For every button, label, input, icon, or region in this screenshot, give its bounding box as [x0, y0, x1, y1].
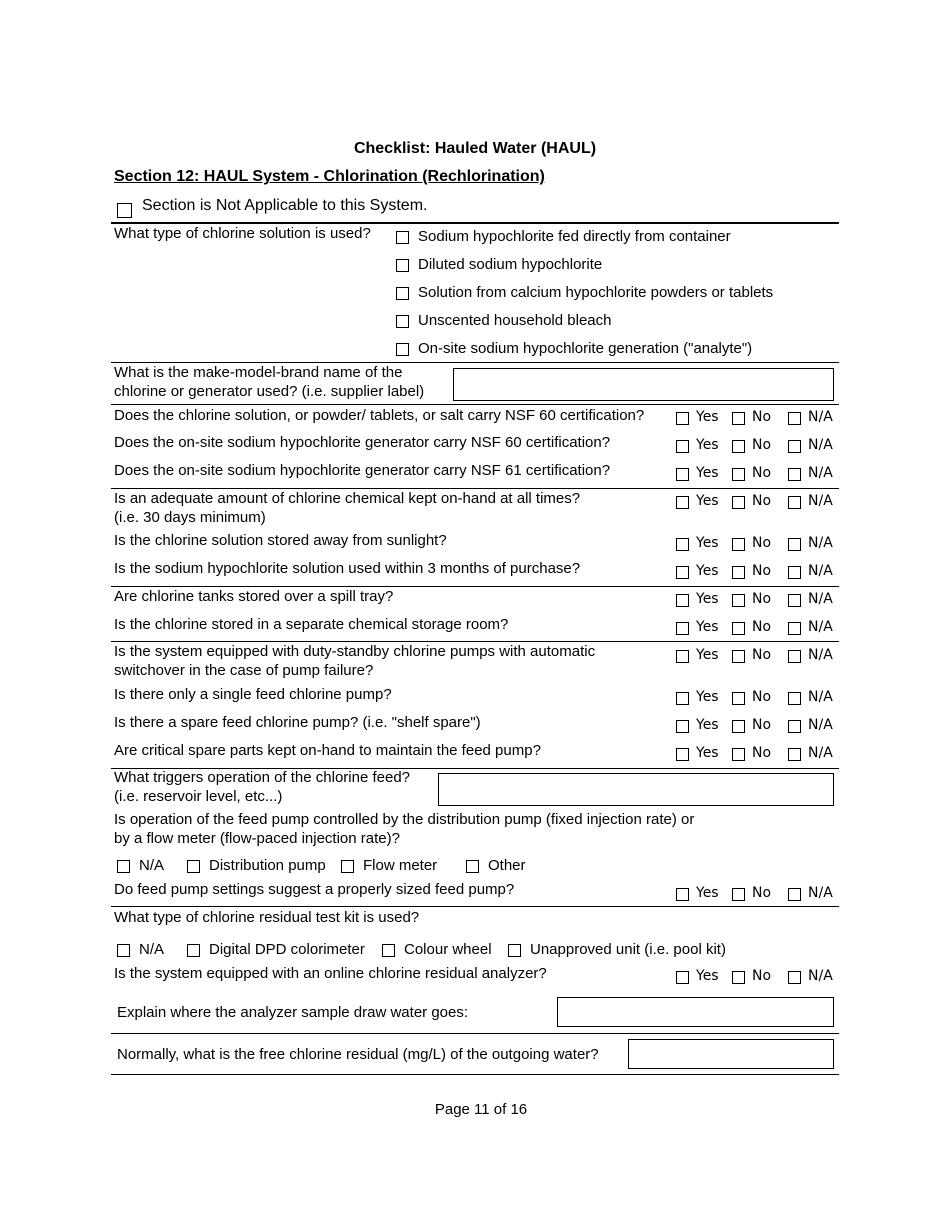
no-checkbox[interactable]: [732, 971, 745, 984]
yes-no-na-group: [674, 535, 844, 553]
checkbox[interactable]: [117, 944, 130, 957]
yes-checkbox[interactable]: [676, 720, 689, 733]
yes-checkbox[interactable]: [676, 650, 689, 663]
no-checkbox[interactable]: [732, 748, 745, 761]
section-heading: Section 12: HAUL System - Chlorination (Rechlorination): [114, 168, 545, 185]
not-applicable-label: Section is Not Applicable to this System.: [142, 197, 428, 214]
checkbox[interactable]: [117, 860, 130, 873]
no-checkbox[interactable]: [732, 650, 745, 663]
feed-control-question: [114, 810, 694, 848]
option-label: Unapproved unit (i.e. pool kit): [530, 941, 726, 958]
question-text: Is the system equipped with an online chlorine residual analyzer?: [114, 965, 547, 982]
yes-checkbox[interactable]: [676, 692, 689, 705]
option-label: Solution from calcium hypochlorite powders or tablets: [418, 284, 774, 301]
option-label: Digital DPD colorimeter: [209, 941, 365, 958]
no-checkbox[interactable]: [732, 566, 745, 579]
no-label: No: [752, 535, 772, 551]
yes-checkbox[interactable]: [676, 566, 689, 579]
yes-checkbox[interactable]: [676, 538, 689, 551]
triggers-line1: What triggers operation of the chlorine feed?: [114, 769, 411, 786]
yes-no-na-group: [674, 968, 844, 986]
yes-no-na-group: [674, 689, 844, 707]
question-text: [114, 642, 595, 680]
no-checkbox[interactable]: [732, 594, 745, 607]
option-label: Distribution pump: [209, 857, 326, 874]
option-label: On-site sodium hypochlorite generation ("analyte"): [418, 340, 753, 357]
question-text: Is the chlorine solution stored away from sunlight?: [114, 532, 447, 549]
na-checkbox[interactable]: [788, 468, 801, 481]
make-model-question: [114, 363, 424, 401]
na-checkbox[interactable]: [788, 720, 801, 733]
yes-label: Yes: [696, 437, 719, 453]
yes-no-na-group: [674, 591, 844, 609]
yes-no-na-group: [674, 647, 844, 665]
yes-no-na-group: [674, 563, 844, 581]
na-checkbox[interactable]: [788, 538, 801, 551]
yes-label: Yes: [696, 563, 719, 579]
question-text: Does the chlorine solution, or powder/ tablets, or salt carry NSF 60 certification?: [114, 407, 645, 424]
checkbox[interactable]: [396, 259, 409, 272]
yes-checkbox[interactable]: [676, 888, 689, 901]
yes-checkbox[interactable]: [676, 971, 689, 984]
checkbox[interactable]: [382, 944, 395, 957]
option-label: Other: [488, 857, 526, 874]
no-label: No: [752, 619, 772, 635]
option-label: N/A: [139, 941, 165, 958]
no-label: No: [752, 689, 772, 705]
checkbox[interactable]: [396, 231, 409, 244]
checkbox[interactable]: [341, 860, 354, 873]
na-label: N/A: [808, 619, 833, 635]
na-checkbox[interactable]: [788, 440, 801, 453]
yes-label: Yes: [696, 409, 719, 425]
yes-no-na-group: [674, 465, 844, 483]
yes-label: Yes: [696, 493, 719, 509]
divider: [111, 1033, 839, 1034]
na-label: N/A: [808, 437, 833, 453]
no-checkbox[interactable]: [732, 468, 745, 481]
yes-label: Yes: [696, 535, 719, 551]
option-label: Colour wheel: [404, 941, 492, 958]
question-text: Is the chlorine stored in a separate chemical storage room?: [114, 616, 509, 633]
no-label: No: [752, 563, 772, 579]
na-label: N/A: [808, 717, 833, 733]
yes-no-na-group: [674, 717, 844, 735]
yes-label: Yes: [696, 619, 719, 635]
checkbox[interactable]: [187, 860, 200, 873]
yes-label: Yes: [696, 885, 719, 901]
no-label: No: [752, 717, 772, 733]
yes-label: Yes: [696, 465, 719, 481]
no-checkbox[interactable]: [732, 538, 745, 551]
checkbox[interactable]: [508, 944, 521, 957]
yes-label: Yes: [696, 968, 719, 984]
na-checkbox[interactable]: [788, 496, 801, 509]
checkbox[interactable]: [396, 315, 409, 328]
question-text: Is the sodium hypochlorite solution used within 3 months of purchase?: [114, 560, 581, 577]
yes-label: Yes: [696, 591, 719, 607]
yes-label: Yes: [696, 689, 719, 705]
question-text: Does the on-site sodium hypochlorite generator carry NSF 61 certification?: [114, 462, 611, 479]
na-label: N/A: [808, 885, 833, 901]
yes-no-na-group: [674, 437, 844, 455]
na-label: N/A: [808, 535, 833, 551]
make-model-line2: chlorine or generator used? (i.e. supplier label): [114, 383, 425, 400]
yes-label: Yes: [696, 717, 719, 733]
question-text: Do feed pump settings suggest a properly sized feed pump?: [114, 881, 515, 898]
checkbox[interactable]: [187, 944, 200, 957]
na-checkbox[interactable]: [788, 748, 801, 761]
no-checkbox[interactable]: [732, 412, 745, 425]
yes-no-na-group: [674, 885, 844, 903]
no-label: No: [752, 437, 772, 453]
na-label: N/A: [808, 465, 833, 481]
not-applicable-checkbox[interactable]: [117, 203, 132, 218]
na-label: N/A: [808, 745, 833, 761]
checkbox[interactable]: [396, 287, 409, 300]
na-checkbox[interactable]: [788, 888, 801, 901]
question-text: Are critical spare parts kept on-hand to maintain the feed pump?: [114, 742, 541, 759]
yes-checkbox[interactable]: [676, 594, 689, 607]
yes-label: Yes: [696, 647, 719, 663]
question-text: Are chlorine tanks stored over a spill tray?: [114, 588, 394, 605]
sample-draw-label: Explain where the analyzer sample draw water goes:: [117, 1004, 469, 1021]
no-checkbox[interactable]: [732, 692, 745, 705]
na-checkbox[interactable]: [788, 971, 801, 984]
free-residual-input[interactable]: [628, 1039, 834, 1069]
na-checkbox[interactable]: [788, 566, 801, 579]
yes-checkbox[interactable]: [676, 748, 689, 761]
option-label: Diluted sodium hypochlorite: [418, 256, 603, 273]
page-title: Checklist: Hauled Water (HAUL): [353, 140, 597, 157]
divider: [111, 906, 839, 907]
na-checkbox[interactable]: [788, 650, 801, 663]
yes-label: Yes: [696, 745, 719, 761]
na-checkbox[interactable]: [788, 412, 801, 425]
no-label: No: [752, 745, 772, 761]
option-label: Unscented household bleach: [418, 312, 612, 329]
yes-checkbox[interactable]: [676, 440, 689, 453]
triggers-line2: (i.e. reservoir level, etc...): [114, 788, 283, 805]
sample-draw-input[interactable]: [557, 997, 834, 1027]
yes-no-na-group: [674, 619, 844, 637]
make-model-line1: What is the make-model-brand name of the: [114, 364, 403, 381]
checkbox[interactable]: [466, 860, 479, 873]
question-text: Does the on-site sodium hypochlorite generator carry NSF 60 certification?: [114, 434, 611, 451]
no-label: No: [752, 465, 772, 481]
feed-control-line2: by a flow meter (flow-paced injection rate)?: [114, 830, 400, 847]
yes-checkbox[interactable]: [676, 496, 689, 509]
make-model-input[interactable]: [453, 368, 834, 401]
yes-no-na-group: [674, 493, 844, 511]
no-label: No: [752, 647, 772, 663]
na-checkbox[interactable]: [788, 692, 801, 705]
question-line1: Is an adequate amount of chlorine chemical kept on-hand at all times?: [114, 490, 581, 507]
na-label: N/A: [808, 591, 833, 607]
page-number: Page 11 of 16: [434, 1101, 528, 1118]
na-label: N/A: [808, 689, 833, 705]
triggers-question: [114, 768, 410, 806]
free-residual-label: Normally, what is the free chlorine residual (mg/L) of the outgoing water?: [117, 1046, 599, 1063]
na-label: N/A: [808, 968, 833, 984]
question-line1: Is the system equipped with duty-standby chlorine pumps with automatic: [114, 643, 596, 660]
chlorine-type-question: What type of chlorine solution is used?: [114, 225, 371, 242]
question-text: [114, 489, 580, 527]
na-label: N/A: [808, 563, 833, 579]
question-text: Is there a spare feed chlorine pump? (i.e. "shelf spare"): [114, 714, 481, 731]
no-label: No: [752, 409, 772, 425]
yes-checkbox[interactable]: [676, 622, 689, 635]
na-label: N/A: [808, 409, 833, 425]
no-checkbox[interactable]: [732, 888, 745, 901]
triggers-input[interactable]: [438, 773, 834, 806]
no-checkbox[interactable]: [732, 440, 745, 453]
no-label: No: [752, 968, 772, 984]
test-kit-question: What type of chlorine residual test kit is used?: [114, 909, 420, 926]
feed-control-line1: Is operation of the feed pump controlled by the distribution pump (fixed injection rate) or: [114, 811, 695, 828]
question-line2: switchover in the case of pump failure?: [114, 662, 374, 679]
yes-no-na-group: [674, 409, 844, 427]
na-checkbox[interactable]: [788, 622, 801, 635]
na-label: N/A: [808, 493, 833, 509]
yes-no-na-group: [674, 745, 844, 763]
no-checkbox[interactable]: [732, 496, 745, 509]
na-label: N/A: [808, 647, 833, 663]
no-checkbox[interactable]: [732, 622, 745, 635]
divider: [111, 1074, 839, 1075]
checkbox[interactable]: [396, 343, 409, 356]
option-label: Sodium hypochlorite fed directly from container: [418, 228, 731, 245]
option-label: N/A: [139, 857, 165, 874]
no-label: No: [752, 493, 772, 509]
option-label: Flow meter: [363, 857, 438, 874]
na-checkbox[interactable]: [788, 594, 801, 607]
no-checkbox[interactable]: [732, 720, 745, 733]
no-label: No: [752, 591, 772, 607]
no-label: No: [752, 885, 772, 901]
question-line2: (i.e. 30 days minimum): [114, 509, 266, 526]
divider: [111, 404, 839, 405]
question-text: Is there only a single feed chlorine pump?: [114, 686, 392, 703]
yes-checkbox[interactable]: [676, 412, 689, 425]
yes-checkbox[interactable]: [676, 468, 689, 481]
